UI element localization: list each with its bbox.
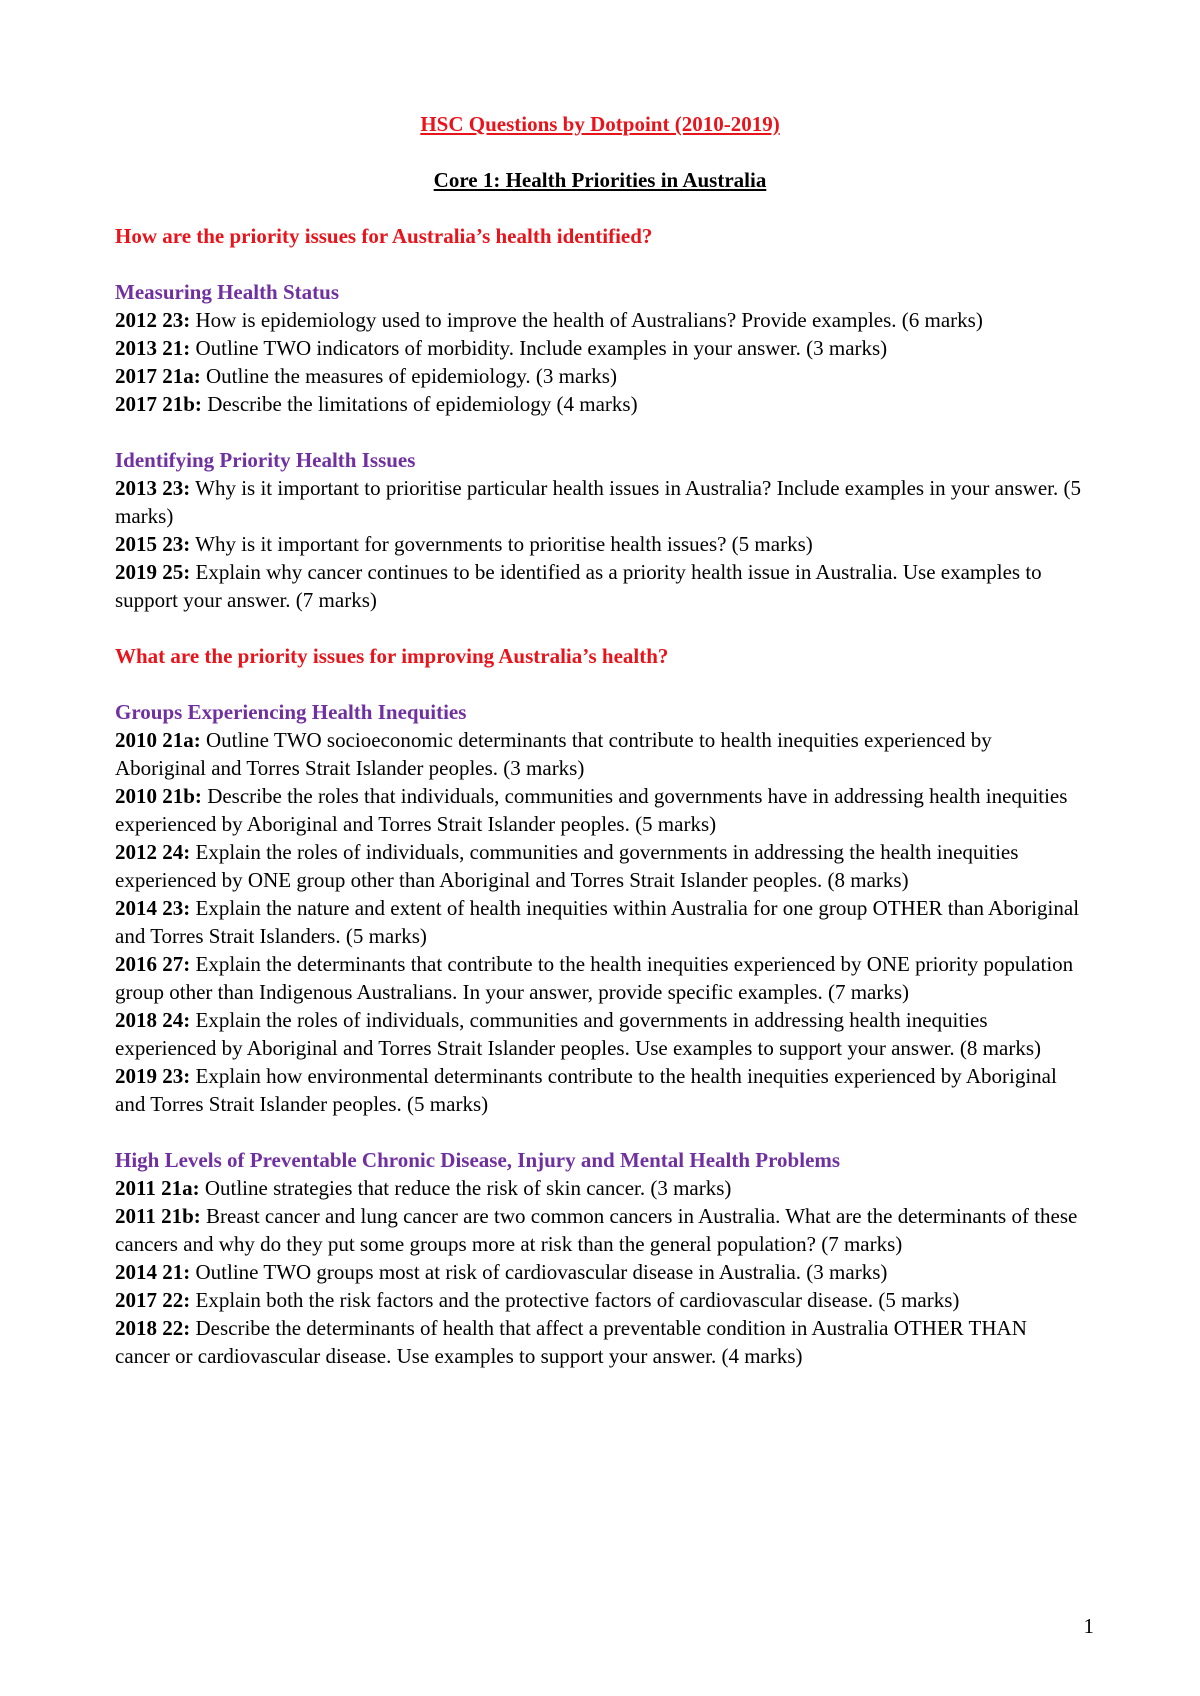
question-item [115,306,1085,334]
question-text: How is epidemiology used to improve the health of Australians? Provide examples. (6 marks) [190,308,983,332]
question-item [115,1202,1085,1258]
question-text: Explain how environmental determinants contribute to the health inequities experienced by Aboriginal and Torres Strait Islander peoples. (5 marks) [115,1064,1057,1116]
question-item [115,390,1085,418]
question-text: Outline TWO socioeconomic determinants that contribute to health inequities experienced by Aboriginal and Torres Strait Islander peoples. (3 marks) [115,728,992,780]
question-item [115,474,1085,530]
core-title: Core 1: Health Priorities in Australia [433,168,767,192]
page-number: 1 [1083,1614,1094,1638]
section-heading: High Levels of Preventable Chronic Disease, Injury and Mental Health Problems [115,1148,841,1172]
question-text: Describe the limitations of epidemiology (4 marks) [201,392,638,416]
question-item [115,782,1085,838]
document-page [115,110,1085,1370]
question-text: Explain the roles of individuals, communities and governments in addressing the health inequities experienced by ONE group other than Aboriginal and Torres Strait Islander peoples. (8 marks) [115,840,1019,892]
question-code: 2015 23: [115,532,191,556]
question-code: 2010 21a: [115,728,201,752]
document-title: HSC Questions by Dotpoint (2010-2019) [420,112,780,136]
question-item [115,1174,1085,1202]
question-item [115,1258,1085,1286]
question-code: 2011 21b: [115,1204,201,1228]
question-text: Explain the roles of individuals, communities and governments in addressing health inequities experienced by Aboriginal and Torres Strait Islander peoples. Use examples to support your answer. (8 marks) [115,1008,1041,1060]
question-item [115,838,1085,894]
question-code: 2016 27: [115,952,191,976]
question-code: 2017 21b: [115,392,202,416]
question-text: Describe the determinants of health that affect a preventable condition in Australia OTHER THAN cancer or cardiovascular disease. Use examples to support your answer. (4 marks) [115,1316,1027,1368]
question-code: 2019 25: [115,560,191,584]
question-text: Why is it important to prioritise particular health issues in Australia? Include examples in your answer. (5 marks) [115,476,1081,528]
section-heading: Groups Experiencing Health Inequities [115,700,467,724]
question-text: Outline TWO indicators of morbidity. Include examples in your answer. (3 marks) [190,336,888,360]
question-code: 2018 22: [115,1316,191,1340]
question-item [115,530,1085,558]
inquiry-question: How are the priority issues for Australia’s health identified? [115,224,653,248]
question-text: Explain why cancer continues to be identified as a priority health issue in Australia. Use examples to support your answer. (7 marks) [115,560,1042,612]
question-text: Explain both the risk factors and the protective factors of cardiovascular disease. (5 marks) [190,1288,960,1312]
section-heading: Measuring Health Status [115,280,340,304]
question-item [115,1006,1085,1062]
question-code: 2012 24: [115,840,191,864]
question-text: Outline the measures of epidemiology. (3 marks) [200,364,617,388]
question-item [115,334,1085,362]
question-text: Outline strategies that reduce the risk of skin cancer. (3 marks) [199,1176,732,1200]
question-text: Why is it important for governments to prioritise health issues? (5 marks) [190,532,813,556]
question-text: Breast cancer and lung cancer are two common cancers in Australia. What are the determinants of these cancers and why do they put some groups more at risk than the general population? (7 marks) [115,1204,1078,1256]
question-item [115,362,1085,390]
question-code: 2017 22: [115,1288,191,1312]
question-code: 2013 23: [115,476,191,500]
question-text: Describe the roles that individuals, communities and governments have in addressing health inequities experienced by Aboriginal and Torres Strait Islander peoples. (5 marks) [115,784,1068,836]
question-code: 2010 21b: [115,784,202,808]
question-code: 2014 23: [115,896,191,920]
question-code: 2012 23: [115,308,191,332]
section-heading: Identifying Priority Health Issues [115,448,416,472]
question-code: 2013 21: [115,336,191,360]
question-text: Outline TWO groups most at risk of cardiovascular disease in Australia. (3 marks) [190,1260,888,1284]
question-code: 2018 24: [115,1008,191,1032]
question-item [115,1314,1085,1370]
question-item [115,894,1085,950]
question-item [115,950,1085,1006]
question-item [115,1286,1085,1314]
question-item [115,558,1085,614]
question-code: 2017 21a: [115,364,201,388]
question-text: Explain the nature and extent of health inequities within Australia for one group OTHER than Aboriginal and Torres Strait Islanders. (5 marks) [115,896,1080,948]
question-text: Explain the determinants that contribute to the health inequities experienced by ONE priority population group other than Indigenous Australians. In your answer, provide specific examples. (7 marks) [115,952,1074,1004]
question-item [115,726,1085,782]
question-code: 2011 21a: [115,1176,200,1200]
question-item [115,1062,1085,1118]
question-code: 2014 21: [115,1260,191,1284]
question-code: 2019 23: [115,1064,191,1088]
inquiry-question: What are the priority issues for improving Australia’s health? [115,644,669,668]
